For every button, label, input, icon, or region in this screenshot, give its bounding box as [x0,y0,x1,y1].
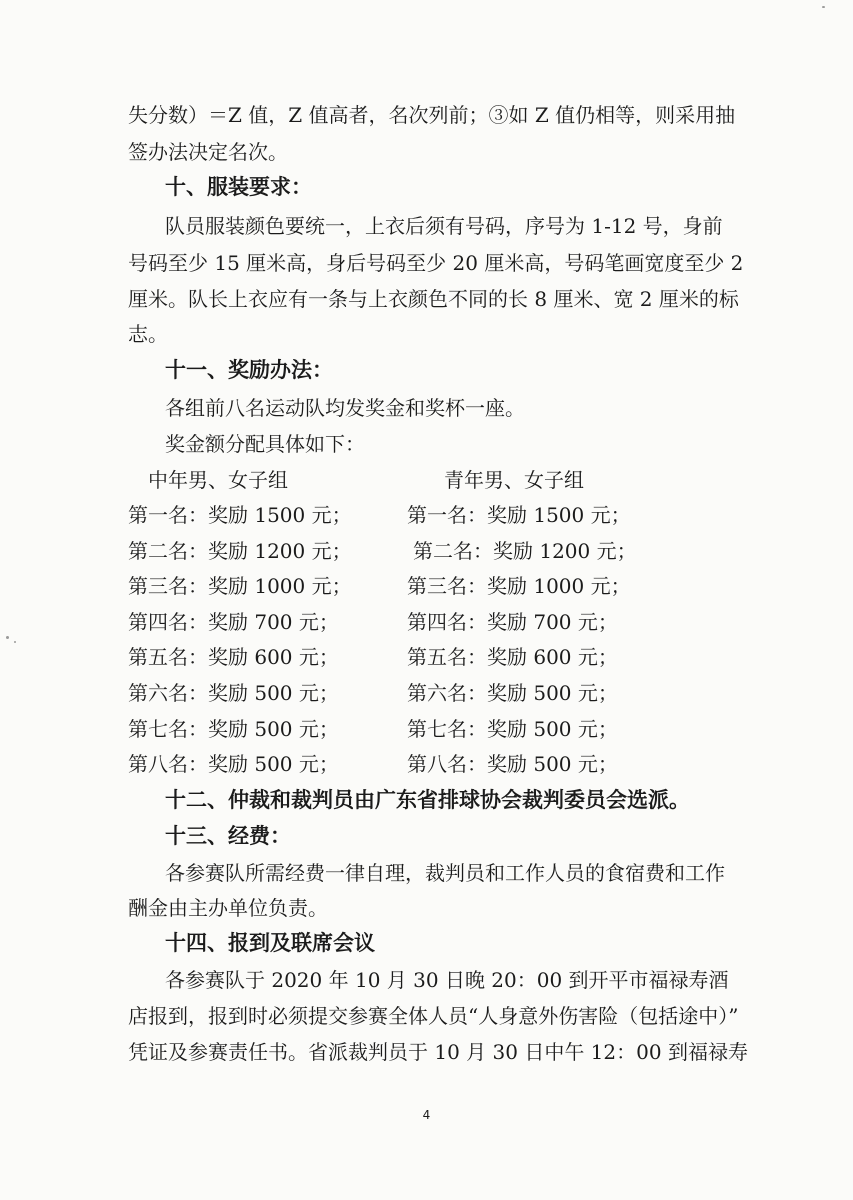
body-text-line: 奖金额分配具体如下： [165,432,365,456]
section-heading-12: 十二、仲裁和裁判员由广东省排球协会裁判委员会选派。 [165,788,690,812]
body-text-line: 号码至少 15 厘米高，身后号码至少 20 厘米高，号码笔画宽度至少 2 [128,251,744,275]
page-number: 4 [422,1108,431,1122]
award-row-right: 第一名：奖励 1500 元； [407,503,631,527]
award-row-left: 第八名：奖励 500 元； [128,752,339,776]
section-heading-14: 十四、报到及联席会议 [165,931,375,955]
body-text-line: 厘米。队长上衣应有一条与上衣颜色不同的长 8 厘米、宽 2 厘米的标 [128,287,739,311]
scan-speck [822,6,825,8]
section-heading-11: 十一、奖励办法： [165,358,333,382]
body-text-line: 各组前八名运动队均发奖金和奖杯一座。 [165,396,525,420]
body-text-line: 队员服装颜色要统一，上衣后须有号码，序号为 1-12 号，身前 [165,214,723,238]
award-row-right: 第四名：奖励 700 元； [407,610,618,634]
award-row-left: 第一名：奖励 1500 元； [128,503,352,527]
award-group-label-youth: 青年男、女子组 [444,468,584,492]
award-group-label-middle-age: 中年男、女子组 [148,468,288,492]
body-text-line: 酬金由主办单位负责。 [128,896,328,920]
award-row-left: 第七名：奖励 500 元； [128,717,339,741]
body-text-line: 签办法决定名次。 [128,140,288,164]
award-row-right: 第七名：奖励 500 元； [407,717,618,741]
award-row-left: 第六名：奖励 500 元； [128,681,339,705]
award-row-left: 第四名：奖励 700 元； [128,610,339,634]
scan-speck [6,636,9,639]
award-row-right: 第八名：奖励 500 元； [407,752,618,776]
award-row-right: 第二名：奖励 1200 元； [413,539,637,563]
section-heading-13: 十三、经费： [165,824,291,848]
award-row-right: 第三名：奖励 1000 元； [407,574,631,598]
body-text-line: 各参赛队于 2020 年 10 月 30 日晚 20：00 到开平市福禄寿酒 [165,968,729,992]
award-row-right: 第五名：奖励 600 元； [407,645,618,669]
body-text-line: 志。 [128,322,168,346]
award-row-left: 第三名：奖励 1000 元； [128,574,352,598]
scan-speck [14,641,16,643]
section-heading-10: 十、服装要求： [165,175,312,199]
award-row-left: 第五名：奖励 600 元； [128,645,339,669]
award-row-right: 第六名：奖励 500 元； [407,681,618,705]
body-text-line: 店报到，报到时必须提交参赛全体人员“人身意外伤害险（包括途中）” [128,1004,739,1028]
body-text-line: 凭证及参赛责任书。省派裁判员于 10 月 30 日中午 12：00 到福禄寿 [128,1040,748,1064]
award-row-left: 第二名：奖励 1200 元； [128,539,352,563]
body-text-line: 各参赛队所需经费一律自理，裁判员和工作人员的食宿费和工作 [165,861,725,885]
body-text-line: 失分数）＝Z 值，Z 值高者，名次列前；③如 Z 值仍相等，则采用抽 [128,103,736,127]
